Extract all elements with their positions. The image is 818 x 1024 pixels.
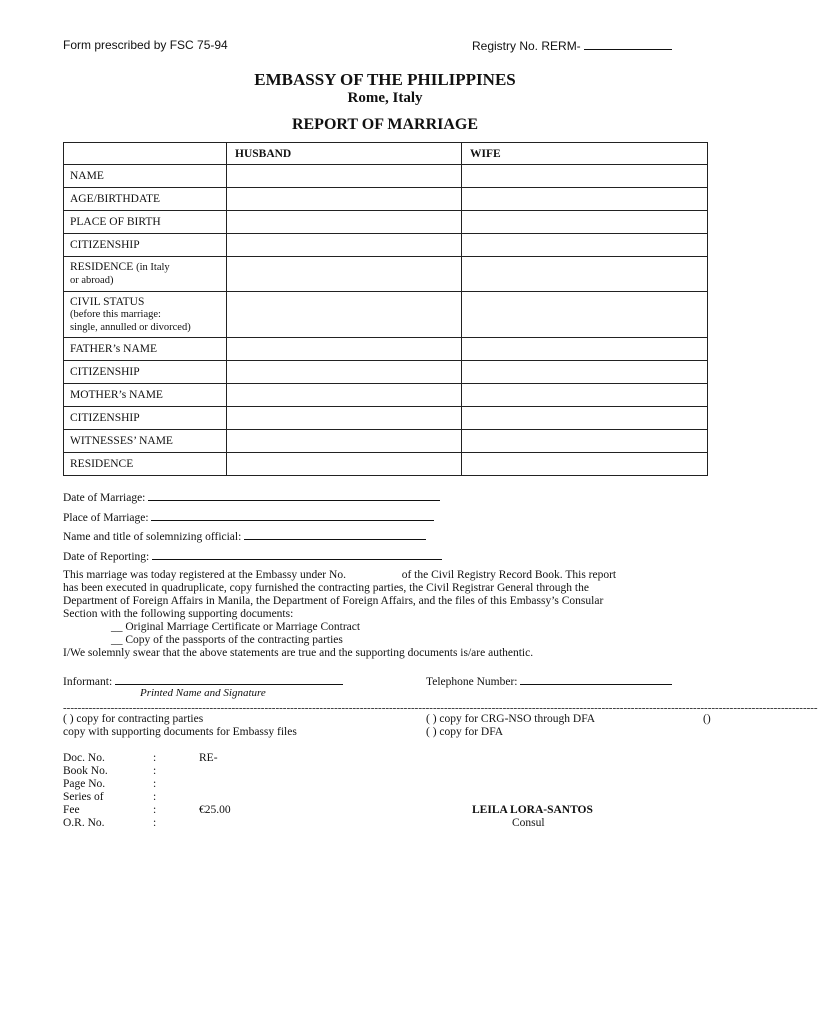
husband-civil-status-field[interactable] — [227, 292, 462, 338]
telephone-row — [426, 674, 672, 688]
statement-line4: Section with the following supporting documents: — [63, 608, 294, 620]
civil-status-sub1: (before this marriage: — [70, 308, 161, 320]
table-row — [64, 211, 708, 234]
date-of-reporting-label: Date of Reporting: — [63, 551, 150, 563]
doc-no-label: Doc. No. — [63, 752, 105, 764]
colon: : — [153, 804, 157, 816]
name-label: NAME — [64, 165, 227, 188]
marriage-details-table — [63, 142, 708, 476]
place-of-marriage-row — [63, 510, 434, 524]
table-row — [64, 384, 708, 407]
consul-title: Consul — [512, 817, 545, 829]
fee-label: Fee — [63, 804, 80, 816]
husband-name-field[interactable] — [227, 165, 462, 188]
statement-line2: has been executed in quadruplicate, copy furnished the contracting parties, the Civil Registrar General through the — [63, 582, 589, 594]
wife-witness-field[interactable] — [462, 430, 708, 453]
husband-father-citizenship-field[interactable] — [227, 361, 462, 384]
residence-label — [64, 257, 227, 292]
date-of-reporting-row — [63, 549, 442, 563]
colon: : — [153, 765, 157, 777]
table-row — [64, 407, 708, 430]
wife-father-citizenship-field[interactable] — [462, 361, 708, 384]
father-name-label: FATHER’s NAME — [64, 338, 227, 361]
table-row — [64, 292, 708, 338]
table-row — [64, 234, 708, 257]
table-header-row — [64, 143, 708, 165]
colon: : — [153, 791, 157, 803]
place-of-marriage-field[interactable] — [151, 510, 434, 521]
table-row — [64, 165, 708, 188]
document-passport-copies[interactable]: __ Copy of the passports of the contracting parties — [111, 634, 343, 646]
doc-no-value: RE- — [199, 752, 218, 764]
wife-mother-citizenship-field[interactable] — [462, 407, 708, 430]
date-of-marriage-label: Date of Marriage: — [63, 492, 146, 504]
wife-age-field[interactable] — [462, 188, 708, 211]
telephone-field[interactable] — [520, 674, 672, 685]
location-title: Rome, Italy — [347, 90, 423, 106]
place-of-marriage-label: Place of Marriage: — [63, 512, 149, 524]
registration-statement — [63, 569, 707, 660]
wife-column-header: WIFE — [462, 143, 708, 165]
copy-paren-mark: () — [703, 713, 711, 725]
copy-dfa[interactable]: ( ) copy for DFA — [426, 726, 504, 738]
informant-label: Informant: — [63, 676, 113, 688]
table-row — [64, 257, 708, 292]
colon: : — [153, 817, 157, 829]
wife-civil-status-field[interactable] — [462, 292, 708, 338]
wife-citizenship-field[interactable] — [462, 234, 708, 257]
husband-age-field[interactable] — [227, 188, 462, 211]
date-of-reporting-field[interactable] — [152, 549, 442, 560]
wife-residence-field[interactable] — [462, 257, 708, 292]
form-prescribed-text: Form prescribed by FSC 75-94 — [63, 38, 228, 52]
telephone-label: Telephone Number: — [426, 676, 518, 688]
wife-witness-residence-field[interactable] — [462, 453, 708, 476]
wife-mother-field[interactable] — [462, 384, 708, 407]
dashed-separator: -------------------------------------------------------------------------------------------------------------------------------------------------------------------------------------------------------------- — [63, 702, 818, 714]
informant-field[interactable] — [115, 674, 343, 685]
fee-value: €25.00 — [199, 804, 231, 816]
registry-number — [472, 38, 672, 53]
copy-embassy-files: copy with supporting documents for Embassy files — [63, 726, 297, 738]
wife-father-field[interactable] — [462, 338, 708, 361]
solemnizing-official-row — [63, 529, 426, 543]
residence-sub: or abroad) — [70, 275, 114, 286]
table-row — [64, 430, 708, 453]
residence-main: RESIDENCE — [70, 261, 134, 273]
document-original-certificate[interactable]: __ Original Marriage Certificate or Marriage Contract — [111, 621, 361, 633]
book-no-label: Book No. — [63, 765, 108, 777]
wife-name-field[interactable] — [462, 165, 708, 188]
report-title: REPORT OF MARRIAGE — [291, 116, 479, 133]
husband-father-field[interactable] — [227, 338, 462, 361]
citizenship-label: CITIZENSHIP — [64, 234, 227, 257]
age-birthdate-label: AGE/BIRTHDATE — [64, 188, 227, 211]
record-colons — [153, 752, 156, 830]
table-row — [64, 453, 708, 476]
husband-column-header: HUSBAND — [227, 143, 462, 165]
header-empty-cell — [64, 143, 227, 165]
printed-name-caption: Printed Name and Signature — [140, 687, 266, 699]
witnesses-name-label: WITNESSES’ NAME — [64, 430, 227, 453]
husband-mother-field[interactable] — [227, 384, 462, 407]
informant-row — [63, 674, 343, 688]
consul-name: LEILA LORA-SANTOS — [472, 804, 593, 816]
husband-birthplace-field[interactable] — [227, 211, 462, 234]
husband-witness-field[interactable] — [227, 430, 462, 453]
solemnizing-official-label: Name and title of solemnizing official: — [63, 531, 242, 543]
table-row — [64, 338, 708, 361]
registry-number-field[interactable] — [584, 38, 672, 50]
record-labels — [63, 752, 108, 830]
mother-citizenship-label: CITIZENSHIP — [64, 407, 227, 430]
civil-status-label — [64, 292, 227, 338]
colon: : — [153, 752, 157, 764]
colon: : — [153, 778, 157, 790]
father-citizenship-label: CITIZENSHIP — [64, 361, 227, 384]
husband-witness-residence-field[interactable] — [227, 453, 462, 476]
husband-citizenship-field[interactable] — [227, 234, 462, 257]
residence-paren: (in Italy — [136, 262, 170, 273]
registry-label: Registry No. RERM- — [472, 39, 581, 53]
table-row — [64, 188, 708, 211]
or-no-label: O.R. No. — [63, 817, 105, 829]
date-of-marriage-row — [63, 490, 440, 504]
embassy-title: EMBASSY OF THE PHILIPPINES — [254, 70, 516, 89]
witness-residence-label: RESIDENCE — [64, 453, 227, 476]
oath-statement: I/We solemnly swear that the above statements are true and the supporting documents is/are authentic. — [63, 647, 534, 659]
place-of-birth-label: PLACE OF BIRTH — [64, 211, 227, 234]
copy-crg-nso[interactable]: ( ) copy for CRG-NSO through DFA — [426, 713, 596, 725]
statement-line1a: This marriage was today registered at the Embassy under No. — [63, 569, 346, 581]
husband-mother-citizenship-field[interactable] — [227, 407, 462, 430]
solemnizing-official-field[interactable] — [244, 529, 426, 540]
copy-contracting-parties[interactable]: ( ) copy for contracting parties — [63, 713, 204, 725]
series-label: Series of — [63, 791, 104, 803]
statement-line3: Department of Foreign Affairs in Manila, the Department of Foreign Affairs, and the files of this Embassy’s Consular — [63, 595, 604, 607]
husband-residence-field[interactable] — [227, 257, 462, 292]
table-row — [64, 361, 708, 384]
date-of-marriage-field[interactable] — [148, 490, 440, 501]
mother-name-label: MOTHER’s NAME — [64, 384, 227, 407]
statement-line1b: of the Civil Registry Record Book. This report — [401, 569, 617, 581]
civil-status-main: CIVIL STATUS — [70, 295, 145, 308]
wife-birthplace-field[interactable] — [462, 211, 708, 234]
page-no-label: Page No. — [63, 778, 106, 790]
civil-status-sub2: single, annulled or divorced) — [70, 321, 191, 333]
